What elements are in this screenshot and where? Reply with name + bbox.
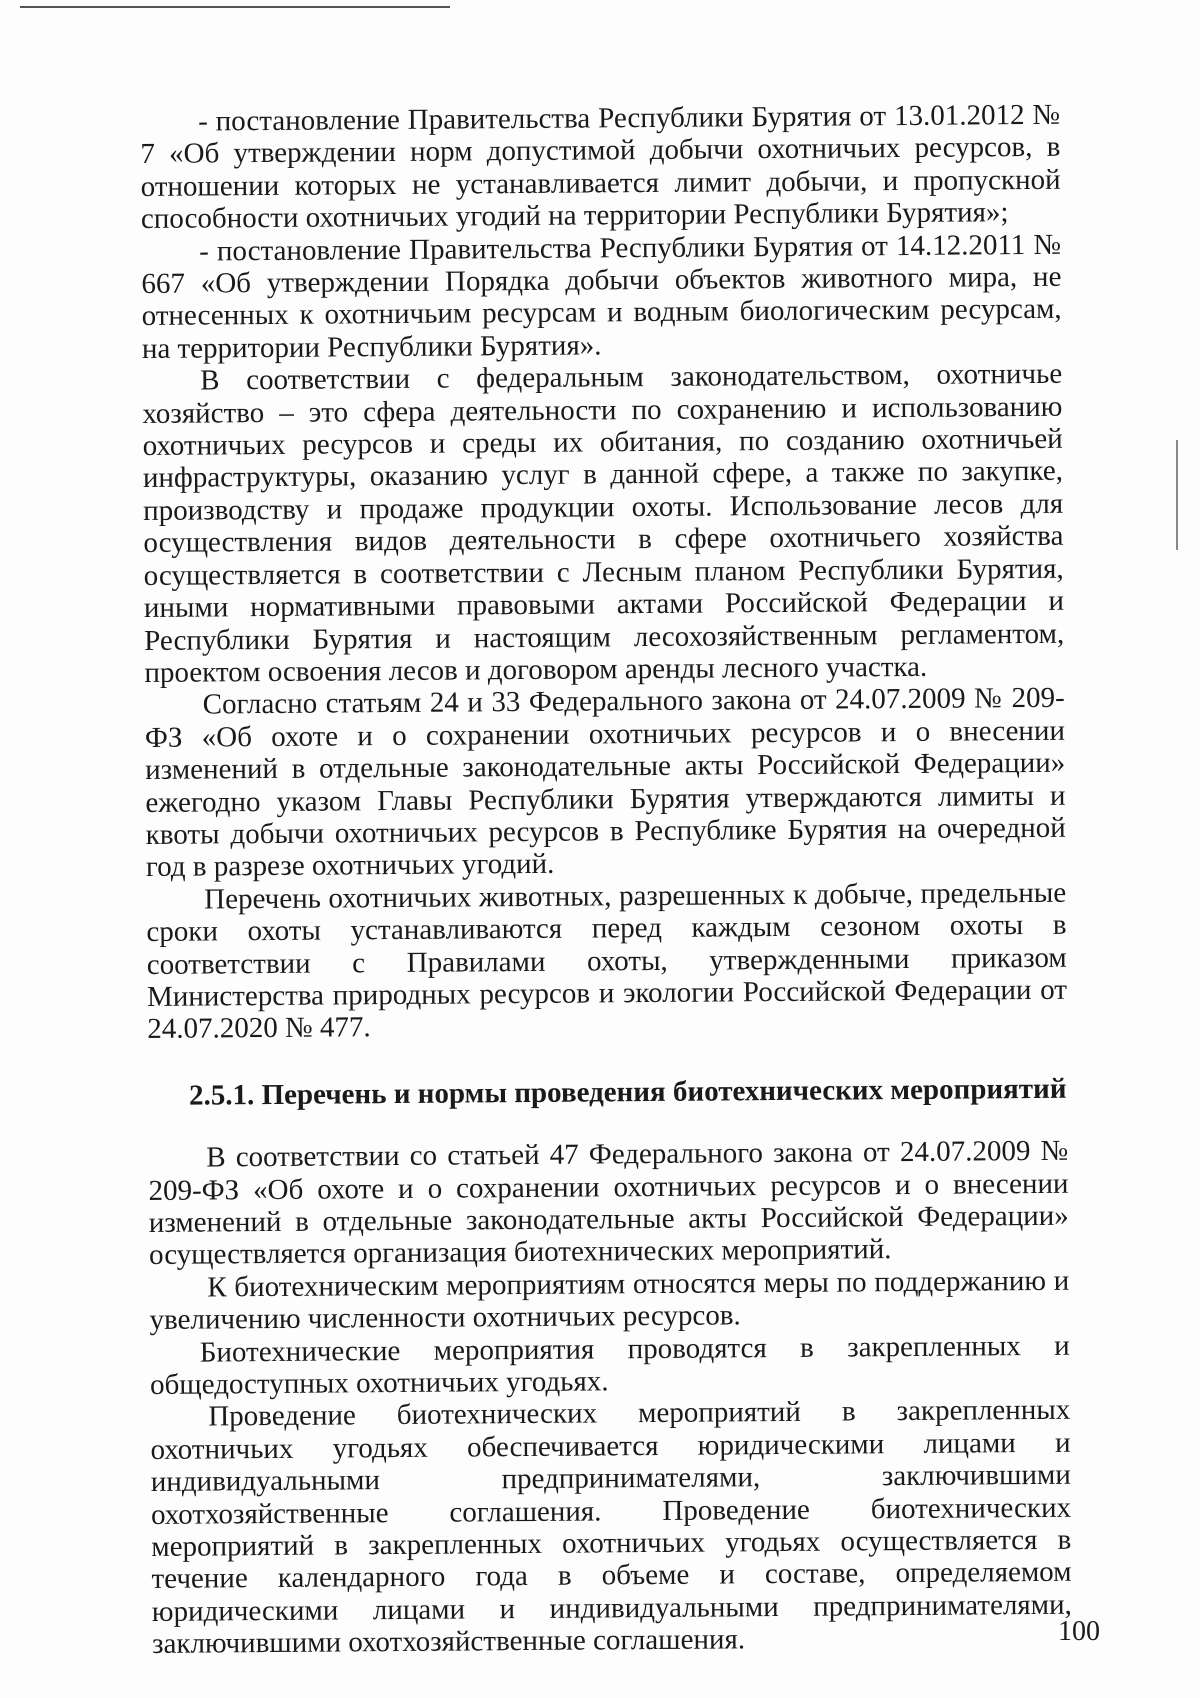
paragraph-hunting-rules: Перечень охотничьих животных, разрешенных к добыче, предельные сроки охоты устанавливаются перед каждым сезоном охоты в соответствии с Правилами охоты, утвержденными приказом Министерства природных ресурсов и экологии Российской Федерации от 24.07.2020 № 477. <box>146 876 1068 1046</box>
paragraph-limits-quotas: Согласно статьям 24 и 33 Федерального закона от 24.07.2009 № 209-ФЗ «Об охоте и о сохранении охотничьих ресурсов и о внесении изменений в отдельные законодательные акты Российской Федерации» ежегодно указом Главы Республики Бурятия утверждаются лимиты и квоты добычи охотничьих ресурсов в Республике Бурятия на очередной год в разрезе охотничьих угодий. <box>144 682 1066 884</box>
scan-edge-mark <box>1176 440 1178 550</box>
section-heading: 2.5.1. Перечень и нормы проведения биотехнических мероприятий <box>188 1072 1067 1112</box>
paragraph-resolution-7: - постановление Правительства Республики Бурятия от 13.01.2012 № 7 «Об утверждении норм допустимой добычи охотничьих ресурсов, в отношении которых не устанавливается лимит добычи, и пропускной способности охотничьих угодий на территории Республики Бурятия»; <box>140 98 1061 236</box>
paragraph-hunting-definition: В соответствии с федеральным законодательством, охотничье хозяйство – это сфера деятельности по сохранению и использованию охотничьих ресурсов и среды их обитания, по созданию охотничьей инфраструктуры, оказанию услуг в данной сфере, а также по закупке, производству и продаже продукции охоты. Использование лесов для осуществления видов деятельности в сфере охотничьего хозяйства осуществляется в соответствии с Лесным планом Республики Бурятия, иными нормативными правовыми актами Российской Федерации и Республики Бурятия и настоящим лесохозяйственным регламентом, проектом освоения лесов и договором аренды лесного участка. <box>142 358 1065 689</box>
paragraph-article-47: В соответствии со статьей 47 Федерального закона от 24.07.2009 № 209-ФЗ «Об охоте и о сохранении охотничьих ресурсов и о внесении изменений в отдельные законодательные акты Российской Федерации» осуществляется организация биотехнических мероприятий. <box>148 1134 1069 1272</box>
paragraph-resolution-667: - постановление Правительства Республики Бурятия от 14.12.2011 № 667 «Об утверждении Порядка добычи объектов животного мира, не отнесенных к охотничьим ресурсам и водным биологическим ресурсам, на территории Республики Бурятия». <box>141 228 1062 365</box>
paragraph-biotech-locations: Биотехнические мероприятия проводятся в закрепленных и общедоступных охотничьих угодьях. <box>149 1329 1070 1401</box>
top-rule-line <box>20 6 450 8</box>
paragraph-biotech-execution: Проведение биотехнических мероприятий в закрепленных охотничьих угодьях обеспечивается юридическими лицами и индивидуальными предпринимателями, заключившими охотхозяйственные соглашения. Проведение биотехнических мероприятий в закрепленных охотничьих угодьях осуществляется в течение календарного года в объеме и составе, определяемом юридическими лицами и индивидуальными предпринимателями, заключившими охотхозяйственные соглашения. <box>150 1394 1072 1661</box>
page-number: 100 <box>1058 1616 1100 1647</box>
document-body <box>140 99 1072 1661</box>
paragraph-biotech-measures: К биотехническим мероприятиям относятся меры по поддержанию и увеличению численности охотничьих ресурсов. <box>149 1264 1070 1337</box>
